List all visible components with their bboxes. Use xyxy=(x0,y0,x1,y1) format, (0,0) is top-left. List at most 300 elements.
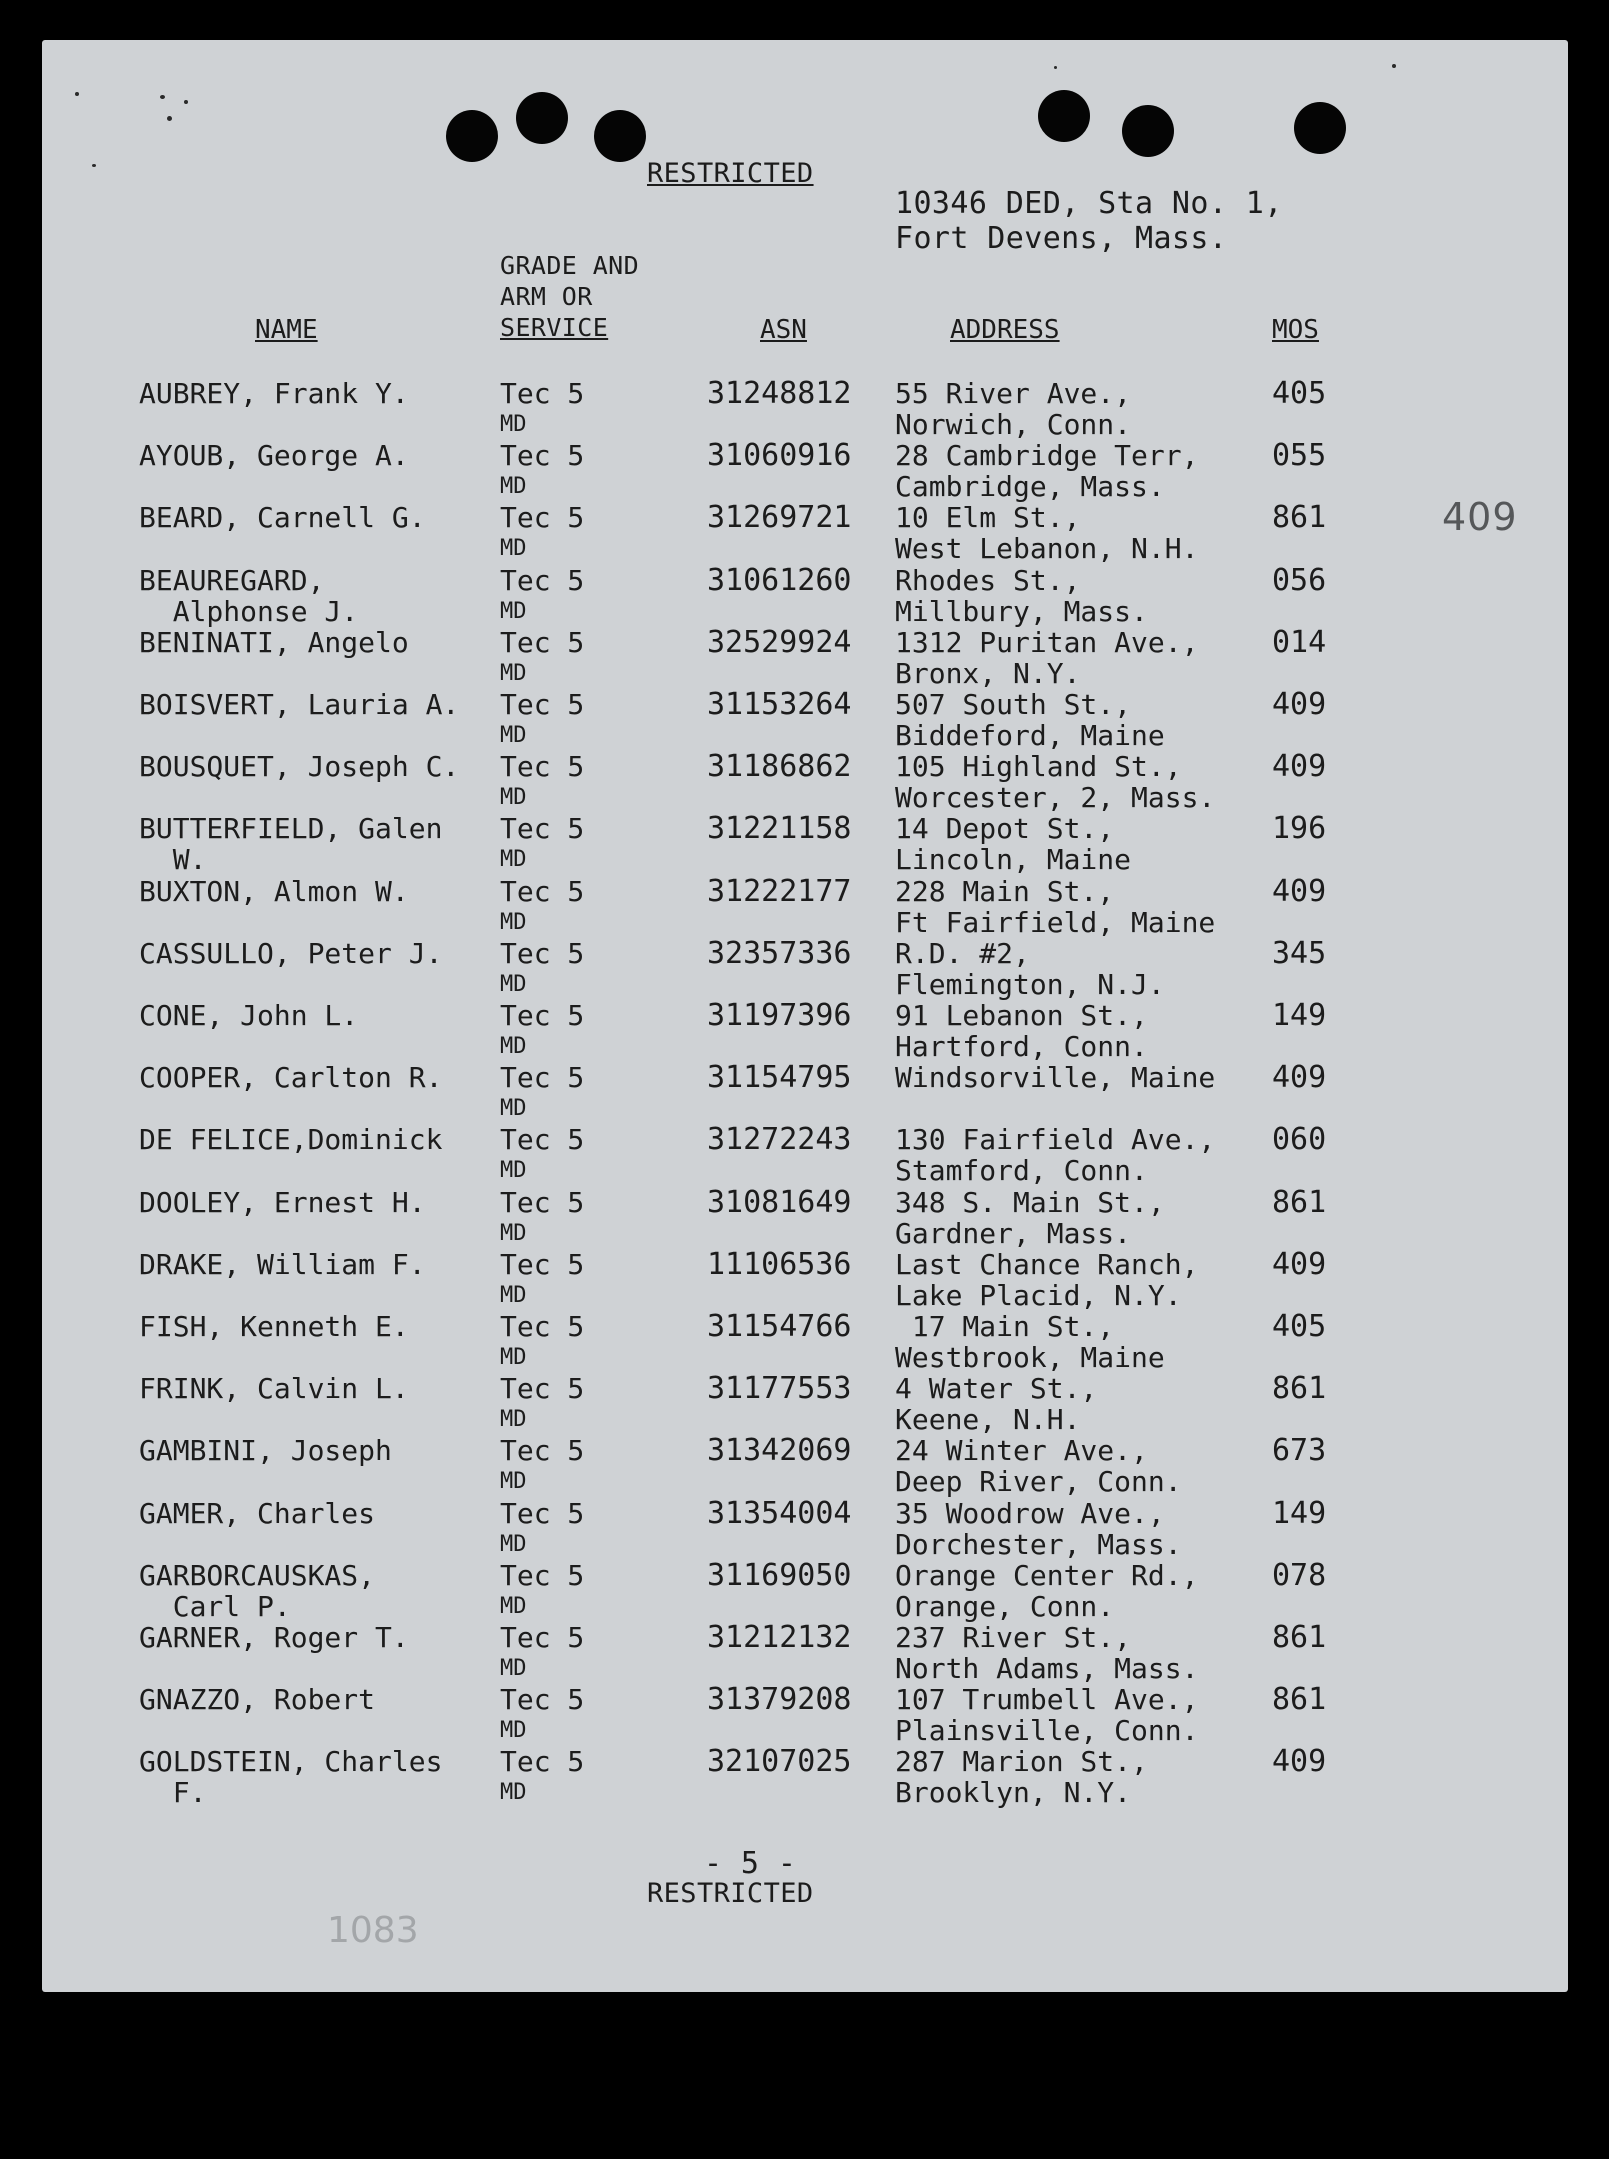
asn-cell-line: 31060916 xyxy=(707,438,852,473)
asn-cell xyxy=(707,1311,852,1342)
grade-cell-line: MD xyxy=(500,661,527,686)
mos-cell xyxy=(1272,876,1326,907)
punch-hole xyxy=(1122,105,1174,157)
document-page xyxy=(42,40,1568,1992)
grade-cell-line: MD xyxy=(500,1345,527,1370)
grade-cell xyxy=(500,1000,584,1062)
grade-column-header xyxy=(500,250,639,343)
grade-cell-line: Tec 5 xyxy=(500,1123,585,1156)
address-cell-line: Dorchester, Mass. xyxy=(895,1528,1182,1561)
grade-cell xyxy=(500,627,584,689)
mos-cell xyxy=(1272,1373,1326,1404)
address-cell-line: 91 Lebanon St., xyxy=(895,999,1148,1032)
asn-cell-line: 31248812 xyxy=(707,376,852,411)
address-cell-line: 237 River St., xyxy=(895,1621,1132,1654)
address-cell-line: Bronx, N.Y. xyxy=(895,657,1081,690)
address-cell-line: Flemington, N.J. xyxy=(895,968,1165,1001)
unit-line-1: 10346 DED, Sta No. 1, xyxy=(895,186,1283,221)
address-cell xyxy=(895,1311,1165,1373)
mos-cell xyxy=(1272,565,1326,596)
grade-cell-line: MD xyxy=(500,1283,527,1308)
name-cell-line: GARBORCAUSKAS, xyxy=(139,1559,376,1592)
address-cell xyxy=(895,440,1198,502)
grade-cell xyxy=(500,1560,584,1622)
asn-cell-line: 32529924 xyxy=(707,625,852,660)
grade-cell-line: MD xyxy=(500,1656,527,1681)
grade-cell-line: MD xyxy=(500,1780,527,1805)
asn-cell xyxy=(707,751,852,782)
name-cell xyxy=(139,1062,442,1093)
table-row xyxy=(42,502,1568,564)
mos-cell-line: 345 xyxy=(1272,936,1327,971)
table-row xyxy=(42,1187,1568,1249)
mos-cell xyxy=(1272,1124,1326,1155)
address-cell xyxy=(895,1249,1198,1311)
name-cell-line: CASSULLO, Peter J. xyxy=(139,937,443,970)
paper-speck xyxy=(1054,66,1057,69)
grade-cell xyxy=(500,1622,584,1684)
asn-cell xyxy=(707,1622,852,1653)
name-cell xyxy=(139,565,358,627)
margin-annotation: 409 xyxy=(1442,495,1518,539)
name-cell xyxy=(139,876,409,907)
grade-cell-line: Tec 5 xyxy=(500,1434,585,1467)
asn-cell-line: 31197396 xyxy=(707,998,852,1033)
asn-cell xyxy=(707,440,852,471)
grade-cell-line: Tec 5 xyxy=(500,1559,585,1592)
name-cell xyxy=(139,1560,375,1622)
grade-cell-line: Tec 5 xyxy=(500,750,585,783)
asn-cell-line: 31081649 xyxy=(707,1185,852,1220)
name-cell xyxy=(139,813,442,875)
mos-cell-line: 409 xyxy=(1272,687,1327,722)
name-cell-line: GOLDSTEIN, Charles xyxy=(139,1745,443,1778)
grade-cell-line: Tec 5 xyxy=(500,1745,585,1778)
name-cell-line: AYOUB, George A. xyxy=(139,439,409,472)
address-cell-line: North Adams, Mass. xyxy=(895,1652,1199,1685)
address-cell xyxy=(895,1187,1165,1249)
mos-cell-line: 409 xyxy=(1272,1744,1327,1779)
name-cell-line: GARNER, Roger T. xyxy=(139,1621,409,1654)
mos-cell-line: 014 xyxy=(1272,625,1327,660)
address-cell-line: 35 Woodrow Ave., xyxy=(895,1497,1165,1530)
grade-cell-line: Tec 5 xyxy=(500,1061,585,1094)
name-cell xyxy=(139,378,409,409)
mos-cell-line: 409 xyxy=(1272,1247,1327,1282)
mos-cell-line: 060 xyxy=(1272,1122,1327,1157)
address-cell-line: 107 Trumbell Ave., xyxy=(895,1683,1199,1716)
grade-cell-line: MD xyxy=(500,723,527,748)
grade-cell-line: MD xyxy=(500,1718,527,1743)
name-cell xyxy=(139,1311,409,1342)
grade-cell-line: MD xyxy=(500,1594,527,1619)
address-cell-line: Cambridge, Mass. xyxy=(895,470,1165,503)
address-cell-line: West Lebanon, N.H. xyxy=(895,532,1199,565)
asn-cell xyxy=(707,876,852,907)
asn-cell-line: 31177553 xyxy=(707,1371,852,1406)
grade-cell xyxy=(500,689,584,751)
address-cell xyxy=(895,1124,1215,1186)
address-cell xyxy=(895,1746,1148,1808)
address-cell xyxy=(895,1560,1198,1622)
asn-cell-line: 11106536 xyxy=(707,1247,852,1282)
mos-column-header: MOS xyxy=(1272,315,1319,345)
name-cell-line: CONE, John L. xyxy=(139,999,359,1032)
address-cell-line: Orange, Conn. xyxy=(895,1590,1115,1623)
address-cell-line: Westbrook, Maine xyxy=(895,1341,1165,1374)
table-row xyxy=(42,751,1568,813)
address-cell xyxy=(895,1435,1182,1497)
name-cell xyxy=(139,1187,426,1218)
mos-cell xyxy=(1272,938,1326,969)
mos-cell xyxy=(1272,1311,1326,1342)
address-cell xyxy=(895,1000,1148,1062)
grade-cell-line: Tec 5 xyxy=(500,1621,585,1654)
name-cell xyxy=(139,1684,375,1715)
asn-cell xyxy=(707,565,852,596)
punch-hole xyxy=(446,110,498,162)
table-row xyxy=(42,1062,1568,1124)
address-cell xyxy=(895,938,1165,1000)
mos-cell xyxy=(1272,689,1326,720)
address-cell-line: Lincoln, Maine xyxy=(895,843,1132,876)
grade-cell xyxy=(500,1746,584,1808)
page-number: - 5 - xyxy=(704,1846,797,1881)
asn-cell xyxy=(707,1435,852,1466)
name-cell-line: DE FELICE,Dominick xyxy=(139,1123,443,1156)
asn-cell-line: 31169050 xyxy=(707,1558,852,1593)
mos-cell xyxy=(1272,1435,1326,1466)
name-cell-line: DRAKE, William F. xyxy=(139,1248,426,1281)
grade-cell-line: Tec 5 xyxy=(500,626,585,659)
name-cell xyxy=(139,502,426,533)
name-cell-line: FRINK, Calvin L. xyxy=(139,1372,409,1405)
asn-cell-line: 31154795 xyxy=(707,1060,852,1095)
name-cell-line: BENINATI, Angelo xyxy=(139,626,409,659)
paper-speck xyxy=(167,116,172,121)
table-row xyxy=(42,1498,1568,1560)
unit-line-2: Fort Devens, Mass. xyxy=(895,221,1228,256)
punch-hole xyxy=(1294,102,1346,154)
paper-speck xyxy=(75,92,79,96)
asn-cell xyxy=(707,502,852,533)
address-cell xyxy=(895,1622,1198,1684)
mos-cell xyxy=(1272,813,1326,844)
mos-cell xyxy=(1272,1187,1326,1218)
address-cell xyxy=(895,378,1131,440)
grade-cell xyxy=(500,378,584,440)
mos-cell-line: 149 xyxy=(1272,998,1327,1033)
grade-cell-line: Tec 5 xyxy=(500,688,585,721)
name-cell-line: Alphonse J. xyxy=(139,595,359,628)
mos-cell-line: 409 xyxy=(1272,749,1327,784)
asn-cell-line: 31269721 xyxy=(707,500,852,535)
grade-cell-line: Tec 5 xyxy=(500,1248,585,1281)
grade-cell-line: MD xyxy=(500,1158,527,1183)
address-cell-line: Last Chance Ranch, xyxy=(895,1248,1199,1281)
mos-cell xyxy=(1272,1249,1326,1280)
asn-cell-line: 31272243 xyxy=(707,1122,852,1157)
grade-cell-line: MD xyxy=(500,599,527,624)
grade-cell-line: MD xyxy=(500,1469,527,1494)
grade-cell-line: MD xyxy=(500,412,527,437)
address-cell-line: 17 Main St., xyxy=(895,1310,1115,1343)
asn-cell xyxy=(707,689,852,720)
table-row xyxy=(42,440,1568,502)
grade-cell-line: MD xyxy=(500,474,527,499)
asn-cell xyxy=(707,627,852,658)
mos-cell-line: 673 xyxy=(1272,1433,1327,1468)
address-cell-line: Hartford, Conn. xyxy=(895,1030,1148,1063)
name-cell xyxy=(139,1498,375,1529)
address-cell-line: Lake Placid, N.Y. xyxy=(895,1279,1182,1312)
table-row xyxy=(42,1311,1568,1373)
asn-cell-line: 32357336 xyxy=(707,936,852,971)
address-cell xyxy=(895,627,1198,689)
grade-cell xyxy=(500,1124,584,1186)
mos-cell-line: 405 xyxy=(1272,1309,1327,1344)
asn-cell xyxy=(707,938,852,969)
name-cell xyxy=(139,751,459,782)
restricted-header: RESTRICTED xyxy=(647,158,814,189)
mos-cell xyxy=(1272,1062,1326,1093)
address-cell-line: Norwich, Conn. xyxy=(895,408,1132,441)
address-cell xyxy=(895,751,1215,813)
grade-header-line-1: GRADE AND xyxy=(500,251,640,280)
grade-cell-line: Tec 5 xyxy=(500,439,585,472)
address-cell xyxy=(895,689,1165,751)
name-cell xyxy=(139,1249,426,1280)
mos-cell-line: 149 xyxy=(1272,1496,1327,1531)
asn-cell-line: 31221158 xyxy=(707,811,852,846)
name-cell-line: BEAUREGARD, xyxy=(139,564,325,597)
faded-stamp-number: 1083 xyxy=(327,1910,419,1951)
address-cell xyxy=(895,1373,1097,1435)
mos-cell-line: 056 xyxy=(1272,563,1327,598)
grade-cell-line: MD xyxy=(500,910,527,935)
grade-cell-line: Tec 5 xyxy=(500,564,585,597)
grade-cell-line: Tec 5 xyxy=(500,1683,585,1716)
grade-cell xyxy=(500,876,584,938)
asn-cell xyxy=(707,1000,852,1031)
mos-cell xyxy=(1272,1560,1326,1591)
grade-cell-line: MD xyxy=(500,785,527,810)
address-cell-line: Biddeford, Maine xyxy=(895,719,1165,752)
mos-cell-line: 196 xyxy=(1272,811,1327,846)
asn-cell xyxy=(707,1498,852,1529)
name-cell-line: Carl P. xyxy=(139,1590,291,1623)
grade-cell-line: Tec 5 xyxy=(500,1186,585,1219)
name-cell xyxy=(139,938,442,969)
mos-cell-line: 409 xyxy=(1272,874,1327,909)
address-cell-line: Stamford, Conn. xyxy=(895,1154,1148,1187)
asn-cell-line: 31153264 xyxy=(707,687,852,722)
asn-cell xyxy=(707,1249,852,1280)
grade-cell xyxy=(500,1435,584,1497)
address-cell-line: Worcester, 2, Mass. xyxy=(895,781,1216,814)
mos-cell xyxy=(1272,751,1326,782)
table-row xyxy=(42,1373,1568,1435)
table-row xyxy=(42,1249,1568,1311)
mos-cell-line: 409 xyxy=(1272,1060,1327,1095)
grade-cell-line: Tec 5 xyxy=(500,1497,585,1530)
address-cell-line: 348 S. Main St., xyxy=(895,1186,1165,1219)
grade-cell xyxy=(500,502,584,564)
name-cell xyxy=(139,689,459,720)
table-row xyxy=(42,565,1568,627)
grade-cell-line: Tec 5 xyxy=(500,812,585,845)
asn-cell-line: 31342069 xyxy=(707,1433,852,1468)
grade-cell-line: Tec 5 xyxy=(500,999,585,1032)
table-row xyxy=(42,1560,1568,1622)
grade-cell-line: MD xyxy=(500,972,527,997)
address-cell xyxy=(895,876,1215,938)
address-cell xyxy=(895,813,1131,875)
name-cell xyxy=(139,1746,442,1808)
grade-cell-line: Tec 5 xyxy=(500,501,585,534)
address-cell-line: 14 Depot St., xyxy=(895,812,1115,845)
asn-cell-line: 31186862 xyxy=(707,749,852,784)
address-cell-line: R.D. #2, xyxy=(895,937,1030,970)
grade-cell xyxy=(500,1498,584,1560)
grade-header-line-3: SERVICE xyxy=(500,313,609,342)
mos-cell xyxy=(1272,1746,1326,1777)
table-row xyxy=(42,813,1568,875)
name-cell xyxy=(139,627,409,658)
name-cell xyxy=(139,1435,392,1466)
restricted-footer: RESTRICTED xyxy=(647,1878,814,1909)
address-cell xyxy=(895,1062,1215,1093)
name-cell-line: W. xyxy=(139,843,207,876)
mos-cell xyxy=(1272,378,1326,409)
name-cell-line: DOOLEY, Ernest H. xyxy=(139,1186,426,1219)
address-cell-line: Orange Center Rd., xyxy=(895,1559,1199,1592)
table-row xyxy=(42,938,1568,1000)
address-cell-line: Windsorville, Maine xyxy=(895,1061,1216,1094)
table-row xyxy=(42,1435,1568,1497)
address-cell xyxy=(895,502,1198,564)
asn-cell xyxy=(707,813,852,844)
asn-cell xyxy=(707,1373,852,1404)
mos-cell-line: 861 xyxy=(1272,1620,1327,1655)
mos-cell xyxy=(1272,1684,1326,1715)
address-cell xyxy=(895,1684,1198,1746)
address-cell-line: 24 Winter Ave., xyxy=(895,1434,1148,1467)
grade-cell xyxy=(500,1062,584,1124)
address-cell xyxy=(895,1498,1182,1560)
table-row xyxy=(42,689,1568,751)
address-cell-line: Millbury, Mass. xyxy=(895,595,1148,628)
punch-hole xyxy=(594,110,646,162)
grade-cell-line: Tec 5 xyxy=(500,1372,585,1405)
table-row xyxy=(42,378,1568,440)
mos-cell xyxy=(1272,1498,1326,1529)
address-cell xyxy=(895,565,1148,627)
mos-cell-line: 861 xyxy=(1272,500,1327,535)
mos-cell-line: 055 xyxy=(1272,438,1327,473)
address-cell-line: Brooklyn, N.Y. xyxy=(895,1776,1132,1809)
mos-cell xyxy=(1272,1000,1326,1031)
grade-cell xyxy=(500,1684,584,1746)
mos-cell-line: 078 xyxy=(1272,1558,1327,1593)
unit-heading xyxy=(895,186,1283,256)
name-cell-line: FISH, Kenneth E. xyxy=(139,1310,409,1343)
mos-cell-line: 861 xyxy=(1272,1682,1327,1717)
address-cell-line: 10 Elm St., xyxy=(895,501,1081,534)
grade-cell-line: MD xyxy=(500,1034,527,1059)
grade-header-line-2: ARM OR xyxy=(500,282,593,311)
address-cell-line: Keene, N.H. xyxy=(895,1403,1081,1436)
name-cell-line: F. xyxy=(139,1776,207,1809)
asn-cell-line: 31354004 xyxy=(707,1496,852,1531)
name-cell xyxy=(139,440,409,471)
grade-cell xyxy=(500,938,584,1000)
address-cell-line: 4 Water St., xyxy=(895,1372,1098,1405)
mos-cell xyxy=(1272,1622,1326,1653)
name-cell xyxy=(139,1000,358,1031)
name-cell-line: BUTTERFIELD, Galen xyxy=(139,812,443,845)
asn-cell-line: 31154766 xyxy=(707,1309,852,1344)
address-cell-line: 105 Highland St., xyxy=(895,750,1182,783)
address-cell-line: 228 Main St., xyxy=(895,875,1115,908)
asn-cell-line: 32107025 xyxy=(707,1744,852,1779)
address-cell-line: 130 Fairfield Ave., xyxy=(895,1123,1216,1156)
address-cell-line: Ft Fairfield, Maine xyxy=(895,906,1216,939)
address-cell-line: 55 River Ave., xyxy=(895,377,1132,410)
asn-cell xyxy=(707,1062,852,1093)
name-cell-line: BUXTON, Almon W. xyxy=(139,875,409,908)
table-row xyxy=(42,1000,1568,1062)
grade-cell xyxy=(500,1187,584,1249)
table-row xyxy=(42,1124,1568,1186)
grade-cell-line: MD xyxy=(500,536,527,561)
grade-cell-line: Tec 5 xyxy=(500,875,585,908)
asn-cell-line: 31379208 xyxy=(707,1682,852,1717)
address-cell-line: Plainsville, Conn. xyxy=(895,1714,1199,1747)
name-cell-line: GNAZZO, Robert xyxy=(139,1683,376,1716)
grade-cell xyxy=(500,1311,584,1373)
grade-cell xyxy=(500,440,584,502)
table-row xyxy=(42,1684,1568,1746)
name-cell-line: GAMER, Charles xyxy=(139,1497,376,1530)
grade-cell-line: Tec 5 xyxy=(500,1310,585,1343)
paper-speck xyxy=(92,164,96,167)
asn-cell xyxy=(707,378,852,409)
mos-cell-line: 861 xyxy=(1272,1371,1327,1406)
grade-cell-line: MD xyxy=(500,1221,527,1246)
grade-cell xyxy=(500,813,584,875)
grade-cell-line: MD xyxy=(500,1407,527,1432)
asn-column-header: ASN xyxy=(760,315,807,345)
name-cell xyxy=(139,1373,409,1404)
asn-cell xyxy=(707,1560,852,1591)
address-cell-line: 507 South St., xyxy=(895,688,1132,721)
address-cell-line: Rhodes St., xyxy=(895,564,1081,597)
punch-hole xyxy=(1038,90,1090,142)
mos-cell-line: 861 xyxy=(1272,1185,1327,1220)
address-cell-line: 287 Marion St., xyxy=(895,1745,1148,1778)
grade-cell-line: MD xyxy=(500,1096,527,1121)
table-row xyxy=(42,876,1568,938)
grade-cell-line: Tec 5 xyxy=(500,937,585,970)
grade-cell-line: MD xyxy=(500,847,527,872)
asn-cell xyxy=(707,1746,852,1777)
table-row xyxy=(42,627,1568,689)
punch-hole xyxy=(516,92,568,144)
address-cell-line: Gardner, Mass. xyxy=(895,1217,1132,1250)
address-cell-line: Deep River, Conn. xyxy=(895,1465,1182,1498)
grade-cell-line: MD xyxy=(500,1532,527,1557)
